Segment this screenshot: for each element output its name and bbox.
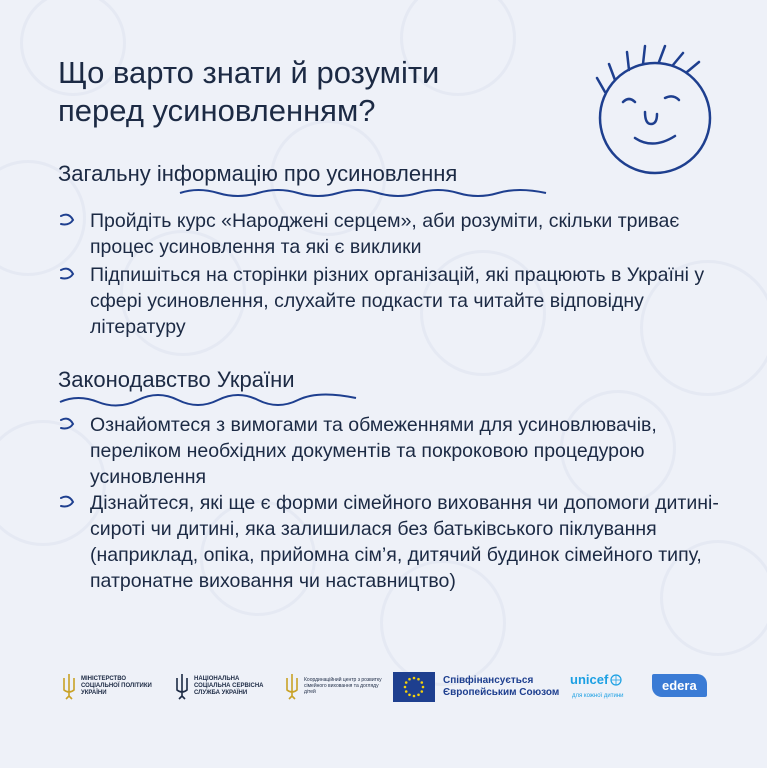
bullet-arrow-icon — [58, 266, 78, 280]
heading-underline-icon — [58, 392, 358, 408]
ministry-name: МІНІСТЕРСТВО СОЦІАЛЬНОЇ ПОЛІТИКИ УКРАЇНИ — [81, 675, 152, 696]
partner-logos — [0, 660, 767, 720]
section-heading-general: Загальну інформацію про усиновлення — [58, 161, 458, 186]
smiling-face-icon — [585, 40, 725, 180]
logo-edera — [652, 674, 707, 697]
trident-icon — [62, 672, 76, 700]
edera-wordmark: edera — [652, 674, 707, 697]
globe-icon — [610, 674, 622, 686]
page-title — [58, 54, 558, 130]
bullet-text: Підпишіться на сторінки різних організацій, які працюють в Україні у сфері усиновлення, слухайте подкасти та читайте відповідну літературу — [90, 264, 705, 338]
logo-ministry — [62, 672, 157, 700]
eu-flag-icon — [393, 672, 435, 702]
bullet-text: Пройдіть курс «Народжені серцем», аби розуміти, скільки триває процес усиновлення та які є виклики — [90, 210, 680, 258]
bullet-arrow-icon — [58, 212, 78, 226]
bullet-arrow-icon — [58, 416, 78, 430]
section-heading-legislation: Законодавство України — [58, 367, 295, 392]
unicef-tagline: для кожної дитини — [572, 693, 624, 699]
title-line-2: перед усиновленням? — [58, 93, 376, 128]
bullet-text: Дізнайтеся, які ще є форми сімейного виховання чи допомоги дитині-сироті чи дитині, яка залишилася без батьківського піклування (наприклад, опіка, прийомна сім’я, дитячий будинок сімейного типу, патронатне виховання чи наставництво) — [90, 492, 719, 592]
logo-unicef — [570, 672, 624, 699]
title-line-1: Що варто знати й розуміти — [58, 55, 440, 90]
bullet-text: Ознайомтеся з вимогами та обмеженнями для усиновлювачів, переліком необхідних документів та покроковою процедурою усиновлення — [90, 414, 657, 488]
eu-cofinanced-text: Співфінансується Європейським Союзом — [443, 675, 560, 698]
unicef-wordmark: unicef — [570, 672, 609, 687]
trident-icon — [175, 672, 189, 700]
social-service-name: НАЦІОНАЛЬНА СОЦІАЛЬНА СЕРВІСНА СЛУЖБА УКРАЇНИ — [194, 675, 264, 696]
bullet-arrow-icon — [58, 494, 78, 508]
heading-underline-icon — [178, 185, 548, 201]
trident-icon — [285, 672, 299, 700]
logo-coordination-center — [285, 672, 384, 700]
logo-eu — [393, 672, 573, 702]
logo-social-service — [175, 672, 270, 700]
coordination-center-name: Координаційний центр з розвитку сімейного виховання та догляду дітей — [304, 677, 382, 695]
